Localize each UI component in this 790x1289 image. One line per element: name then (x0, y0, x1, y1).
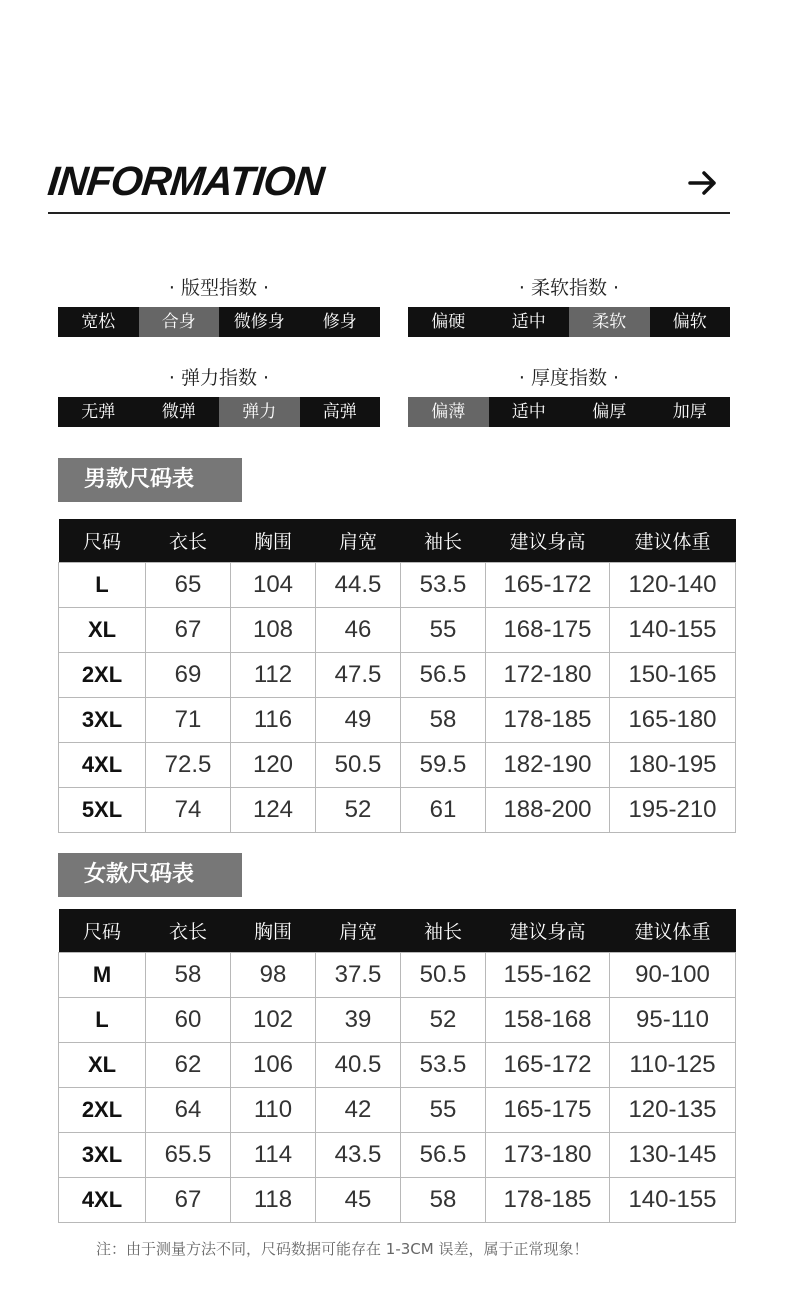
column-header: 衣长 (146, 519, 231, 562)
value-cell: 155-162 (486, 952, 610, 997)
value-cell: 65 (146, 562, 231, 607)
thickness-index-bar (408, 397, 730, 427)
size-cell: 5XL (59, 787, 146, 832)
table-row (59, 1132, 736, 1177)
value-cell: 106 (231, 1042, 316, 1087)
size-cell: L (59, 562, 146, 607)
elasticity-option-active: 弹力 (219, 397, 300, 427)
value-cell: 52 (316, 787, 401, 832)
value-cell: 55 (401, 607, 486, 652)
value-cell: 58 (401, 1177, 486, 1222)
value-cell: 61 (401, 787, 486, 832)
size-cell: 3XL (59, 697, 146, 742)
column-header: 胸围 (231, 909, 316, 952)
value-cell: 165-172 (486, 1042, 610, 1087)
size-cell: L (59, 997, 146, 1042)
size-cell: XL (59, 1042, 146, 1087)
value-cell: 173-180 (486, 1132, 610, 1177)
value-cell: 49 (316, 697, 401, 742)
value-cell: 165-180 (610, 697, 736, 742)
thickness-index-title: · 厚度指数 · (518, 367, 620, 389)
value-cell: 182-190 (486, 742, 610, 787)
value-cell: 64 (146, 1087, 231, 1132)
men-size-chart-label: 男款尺码表 (58, 458, 242, 502)
value-cell: 165-172 (486, 562, 610, 607)
value-cell: 124 (231, 787, 316, 832)
column-header: 肩宽 (316, 909, 401, 952)
value-cell: 47.5 (316, 652, 401, 697)
value-cell: 74 (146, 787, 231, 832)
table-row (59, 997, 736, 1042)
value-cell: 150-165 (610, 652, 736, 697)
value-cell: 52 (401, 997, 486, 1042)
value-cell: 112 (231, 652, 316, 697)
value-cell: 55 (401, 1087, 486, 1132)
elasticity-option: 微弹 (161, 402, 196, 422)
value-cell: 120-135 (610, 1087, 736, 1132)
fit-option: 修身 (322, 312, 357, 332)
table-row (59, 952, 736, 997)
table-row (59, 742, 736, 787)
value-cell: 44.5 (316, 562, 401, 607)
elasticity-option: 高弹 (322, 402, 357, 422)
column-header: 尺码 (59, 909, 146, 952)
value-cell: 102 (231, 997, 316, 1042)
value-cell: 53.5 (401, 562, 486, 607)
column-header: 尺码 (59, 519, 146, 562)
value-cell: 50.5 (316, 742, 401, 787)
value-cell: 110-125 (610, 1042, 736, 1087)
value-cell: 67 (146, 1177, 231, 1222)
men-size-table (58, 519, 736, 833)
value-cell: 104 (231, 562, 316, 607)
fit-option-active: 合身 (139, 307, 220, 337)
value-cell: 140-155 (610, 607, 736, 652)
value-cell: 37.5 (316, 952, 401, 997)
size-cell: 4XL (59, 1177, 146, 1222)
value-cell: 39 (316, 997, 401, 1042)
value-cell: 69 (146, 652, 231, 697)
value-cell: 116 (231, 697, 316, 742)
value-cell: 120 (231, 742, 316, 787)
value-cell: 50.5 (401, 952, 486, 997)
value-cell: 59.5 (401, 742, 486, 787)
softness-index-bar (408, 307, 730, 337)
value-cell: 158-168 (486, 997, 610, 1042)
value-cell: 178-185 (486, 1177, 610, 1222)
value-cell: 140-155 (610, 1177, 736, 1222)
value-cell: 67 (146, 607, 231, 652)
value-cell: 118 (231, 1177, 316, 1222)
softness-option: 适中 (511, 312, 546, 332)
thickness-option: 适中 (511, 402, 546, 422)
size-cell: 4XL (59, 742, 146, 787)
information-header (45, 158, 730, 214)
softness-option: 偏硬 (431, 312, 466, 332)
value-cell: 60 (146, 997, 231, 1042)
softness-option-active: 柔软 (569, 307, 650, 337)
page-title: INFORMATION (45, 158, 326, 204)
column-header: 建议身高 (486, 909, 610, 952)
value-cell: 165-175 (486, 1087, 610, 1132)
value-cell: 40.5 (316, 1042, 401, 1087)
size-cell: M (59, 952, 146, 997)
fit-index-bar (58, 307, 380, 337)
measurement-note: 注：由于测量方法不同，尺码数据可能存在 1-3CM 误差，属于正常现象！ (96, 1240, 589, 1258)
value-cell: 168-175 (486, 607, 610, 652)
thickness-option: 偏厚 (592, 402, 627, 422)
fit-option: 微修身 (233, 312, 285, 332)
column-header: 建议体重 (610, 519, 736, 562)
value-cell: 120-140 (610, 562, 736, 607)
value-cell: 53.5 (401, 1042, 486, 1087)
value-cell: 72.5 (146, 742, 231, 787)
table-row (59, 607, 736, 652)
table-row (59, 787, 736, 832)
value-cell: 43.5 (316, 1132, 401, 1177)
thickness-option-active: 偏薄 (408, 397, 489, 427)
table-row (59, 1177, 736, 1222)
table-row (59, 697, 736, 742)
table-header-row (59, 519, 736, 562)
table-header-row (59, 909, 736, 952)
table-row (59, 1087, 736, 1132)
table-row (59, 652, 736, 697)
value-cell: 180-195 (610, 742, 736, 787)
value-cell: 188-200 (486, 787, 610, 832)
value-cell: 62 (146, 1042, 231, 1087)
elasticity-index-title: · 弹力指数 · (168, 367, 270, 389)
column-header: 袖长 (401, 909, 486, 952)
thickness-option: 加厚 (672, 402, 707, 422)
fit-index-title: · 版型指数 · (168, 277, 270, 299)
column-header: 衣长 (146, 909, 231, 952)
value-cell: 98 (231, 952, 316, 997)
value-cell: 110 (231, 1087, 316, 1132)
column-header: 肩宽 (316, 519, 401, 562)
softness-index-title: · 柔软指数 · (518, 277, 620, 299)
elasticity-option: 无弹 (81, 402, 116, 422)
value-cell: 65.5 (146, 1132, 231, 1177)
size-cell: 2XL (59, 652, 146, 697)
value-cell: 195-210 (610, 787, 736, 832)
softness-option: 偏软 (672, 312, 707, 332)
value-cell: 90-100 (610, 952, 736, 997)
column-header: 胸围 (231, 519, 316, 562)
value-cell: 58 (146, 952, 231, 997)
table-row (59, 1042, 736, 1087)
value-cell: 108 (231, 607, 316, 652)
value-cell: 114 (231, 1132, 316, 1177)
value-cell: 56.5 (401, 652, 486, 697)
value-cell: 56.5 (401, 1132, 486, 1177)
women-size-table (58, 909, 736, 1223)
value-cell: 178-185 (486, 697, 610, 742)
size-cell: 3XL (59, 1132, 146, 1177)
arrow-right-icon[interactable] (686, 166, 720, 200)
size-cell: XL (59, 607, 146, 652)
table-row (59, 562, 736, 607)
size-cell: 2XL (59, 1087, 146, 1132)
value-cell: 42 (316, 1087, 401, 1132)
value-cell: 71 (146, 697, 231, 742)
column-header: 袖长 (401, 519, 486, 562)
elasticity-index-bar (58, 397, 380, 427)
value-cell: 95-110 (610, 997, 736, 1042)
women-size-chart-label: 女款尺码表 (58, 853, 242, 897)
column-header: 建议体重 (610, 909, 736, 952)
value-cell: 58 (401, 697, 486, 742)
column-header: 建议身高 (486, 519, 610, 562)
value-cell: 172-180 (486, 652, 610, 697)
value-cell: 46 (316, 607, 401, 652)
value-cell: 45 (316, 1177, 401, 1222)
value-cell: 130-145 (610, 1132, 736, 1177)
fit-option: 宽松 (81, 312, 116, 332)
